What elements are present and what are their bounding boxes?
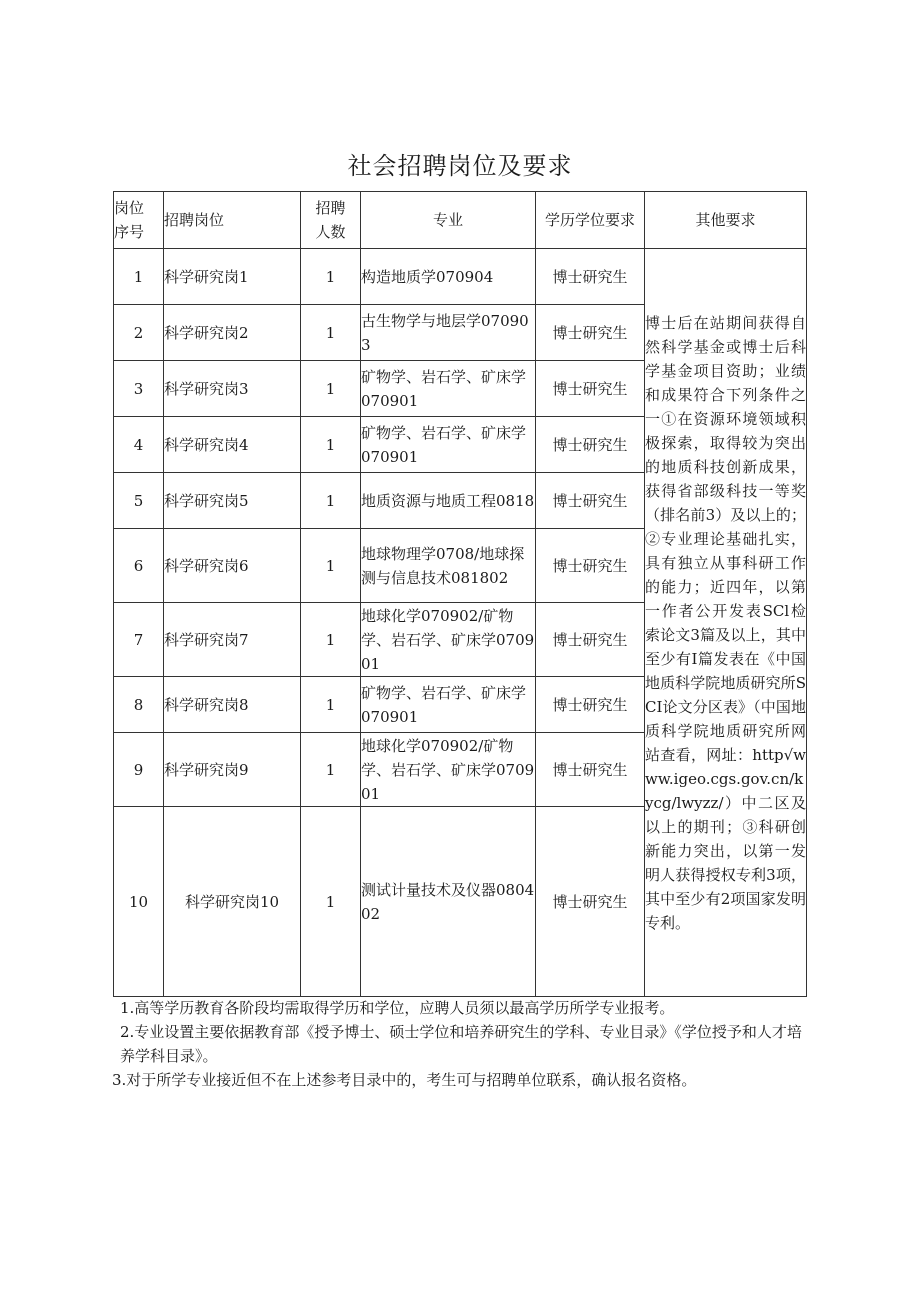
note-2: 2.专业设置主要依据教育部《授予博士、硕士学位和培养研究生的学科、专业目录》《学位授予和人才培养学科目录》。 (120, 1023, 802, 1065)
row-major: 矿物学、岩石学、矿床学070901 (361, 677, 536, 733)
row-degree: 博士研究生 (536, 677, 645, 733)
row-num: 1 (301, 305, 361, 361)
header-post: 招聘岗位 (164, 192, 301, 249)
row-seq: 7 (114, 603, 164, 677)
row-seq: 4 (114, 417, 164, 473)
row-major: 矿物学、岩石学、矿床学070901 (361, 417, 536, 473)
row-major: 地球化学070902/矿物学、岩石学、矿床学070901 (361, 733, 536, 807)
notes (112, 996, 812, 1092)
row-major: 测试计量技术及仪器080402 (361, 807, 536, 997)
row-num: 1 (301, 417, 361, 473)
header-seq: 岗位 序号 (114, 192, 164, 249)
row-major: 地球化学070902/矿物学、岩石学、矿床学070901 (361, 603, 536, 677)
row-degree: 博士研究生 (536, 529, 645, 603)
row-major: 地球物理学0708/地球探测与信息技术081802 (361, 529, 536, 603)
row-seq: 1 (114, 249, 164, 305)
header-degree: 学历学位要求 (536, 192, 645, 249)
row-post: 科学研究岗2 (164, 305, 301, 361)
row-post: 科学研究岗1 (164, 249, 301, 305)
row-post: 科学研究岗7 (164, 603, 301, 677)
row-major: 古生物学与地层学070903 (361, 305, 536, 361)
other-requirements: 博士后在站期间获得自然科学基金或博士后科学基金项目资助；业绩和成果符合下列条件之一①在资源环境领域积极探索，取得较为突出的地质科技创新成果，获得省部级科技一等奖（排名前3）及以上的；②专业理论基础扎实，具有独立从事科研工作的能力；近四年，以第一作者公开发表SCl检索论文3篇及以上，其中至少有I篇发表在《中国地质科学院地质研究所SCI论文分区表》（中国地质科学院地质研究所网站查看，网址：http√www.igeo.cgs.gov.cn/kycg/lwyzz/）中二区及以上的期刊；③科研创新能力突出，以第一发明人获得授权专利3项，其中至少有2项国家发明专利。 (645, 249, 807, 997)
row-degree: 博士研究生 (536, 473, 645, 529)
row-seq: 3 (114, 361, 164, 417)
row-num: 1 (301, 361, 361, 417)
header-num: 招聘 人数 (301, 192, 361, 249)
row-post: 科学研究岗4 (164, 417, 301, 473)
header-major: 专业 (361, 192, 536, 249)
row-degree: 博士研究生 (536, 807, 645, 997)
row-degree: 博士研究生 (536, 249, 645, 305)
header-other: 其他要求 (645, 192, 807, 249)
row-num: 1 (301, 603, 361, 677)
row-seq: 10 (114, 807, 164, 997)
row-post: 科学研究岗5 (164, 473, 301, 529)
table-header-row (114, 192, 807, 249)
row-degree: 博士研究生 (536, 733, 645, 807)
row-post: 科学研究岗9 (164, 733, 301, 807)
row-num: 1 (301, 529, 361, 603)
page-title: 社会招聘岗位及要求 (347, 152, 573, 180)
row-seq: 2 (114, 305, 164, 361)
row-num: 1 (301, 733, 361, 807)
row-num: 1 (301, 249, 361, 305)
row-post: 科学研究岗10 (164, 807, 301, 997)
row-degree: 博士研究生 (536, 361, 645, 417)
row-major: 地质资源与地质工程0818 (361, 473, 536, 529)
row-post: 科学研究岗8 (164, 677, 301, 733)
row-post: 科学研究岗3 (164, 361, 301, 417)
row-degree: 博士研究生 (536, 417, 645, 473)
row-seq: 5 (114, 473, 164, 529)
row-major: 矿物学、岩石学、矿床学070901 (361, 361, 536, 417)
row-seq: 8 (114, 677, 164, 733)
row-degree: 博士研究生 (536, 603, 645, 677)
note-1: 1.高等学历教育各阶段均需取得学历和学位，应聘人员须以最高学历所学专业报考。 (120, 999, 675, 1017)
row-num: 1 (301, 677, 361, 733)
row-degree: 博士研究生 (536, 305, 645, 361)
row-seq: 6 (114, 529, 164, 603)
row-num: 1 (301, 473, 361, 529)
row-num: 1 (301, 807, 361, 997)
note-3: 3.对于所学专业接近但不在上述参考目录中的，考生可与招聘单位联系，确认报名资格。 (112, 1071, 697, 1089)
row-post: 科学研究岗6 (164, 529, 301, 603)
job-table (113, 191, 807, 997)
row-seq: 9 (114, 733, 164, 807)
row-major: 构造地质学070904 (361, 249, 536, 305)
table-row (114, 249, 807, 305)
